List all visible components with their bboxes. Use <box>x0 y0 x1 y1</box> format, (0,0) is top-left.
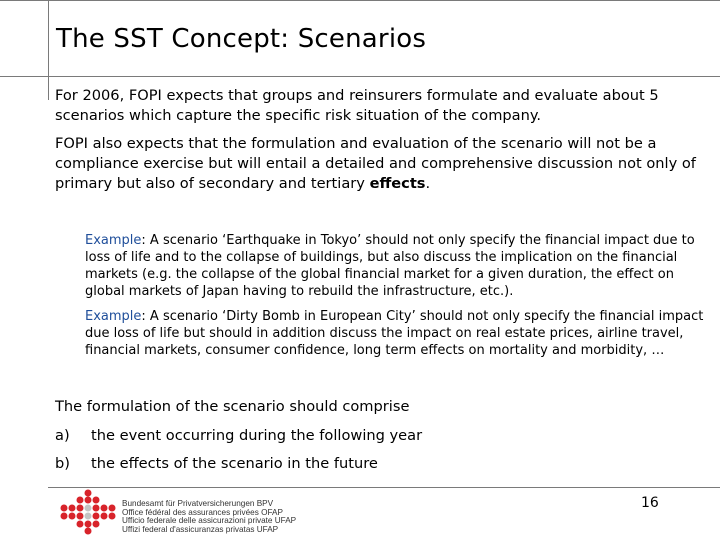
example-1-text: : A scenario ‘Earthquake in Tokyo’ should not only specify the financial impact due to loss of life and to the collapse of buildings, but also discuss the implication on the financial markets (e.g. the collapse of the global financial market for a given duration, the effect on global markets of Japan having to rebuild the infrastructure, etc.). <box>85 233 695 299</box>
page-number: 16 <box>641 495 659 511</box>
footer-rule <box>48 487 720 488</box>
example-1 <box>85 232 715 300</box>
comprise-intro: The formulation of the scenario should comprise <box>55 398 410 415</box>
example-1-label: Example <box>85 233 142 248</box>
authority-names <box>122 500 296 534</box>
example-2 <box>85 308 715 359</box>
slide-title: The SST Concept: Scenarios <box>56 24 427 54</box>
authority-name-rm: Uffizi federal d'assicuranzas privatas UFAP <box>122 524 279 534</box>
list-marker-a: a) <box>55 427 70 444</box>
authority-name-it: Ufficio federale delle assicurazioni private UFAP <box>122 516 297 526</box>
example-2-label: Example <box>85 309 142 324</box>
list-item-b <box>55 454 378 474</box>
list-item-a <box>55 426 422 446</box>
list-text-a: the event occurring during the following year <box>91 427 423 444</box>
authority-name-de: Bundesamt für Privatversicherungen BPV <box>122 499 274 508</box>
swiss-cross-logo-icon <box>58 488 118 536</box>
paragraph-2-emphasis: effects <box>369 175 426 192</box>
top-rule <box>0 0 720 1</box>
list-text-b: the effects of the scenario in the future <box>91 455 378 472</box>
paragraph-2-end: . <box>425 175 431 192</box>
list-marker-b: b) <box>55 455 70 472</box>
example-2-text: : A scenario ‘Dirty Bomb in European City’ should not only specify the financial impact due loss of life but should in addition discuss the impact on real estate prices, airline travel, financial markets, consumer confidence, long term effects on mortality and morbidity, … <box>85 309 704 358</box>
title-vertical-rule <box>48 0 49 100</box>
authority-name-fr: Office fédéral des assurances privées OFAP <box>122 507 283 517</box>
paragraph-2 <box>55 134 710 194</box>
title-underline <box>0 76 720 77</box>
paragraph-2-text: FOPI also expects that the formulation and evaluation of the scenario will not be a compliance exercise but will entail a detailed and comprehensive discussion not only of primary but also of secondary and tertiary <box>55 135 696 192</box>
paragraph-1: For 2006, FOPI expects that groups and reinsurers formulate and evaluate about 5 scenarios which capture the specific risk situation of the company. <box>55 87 659 124</box>
